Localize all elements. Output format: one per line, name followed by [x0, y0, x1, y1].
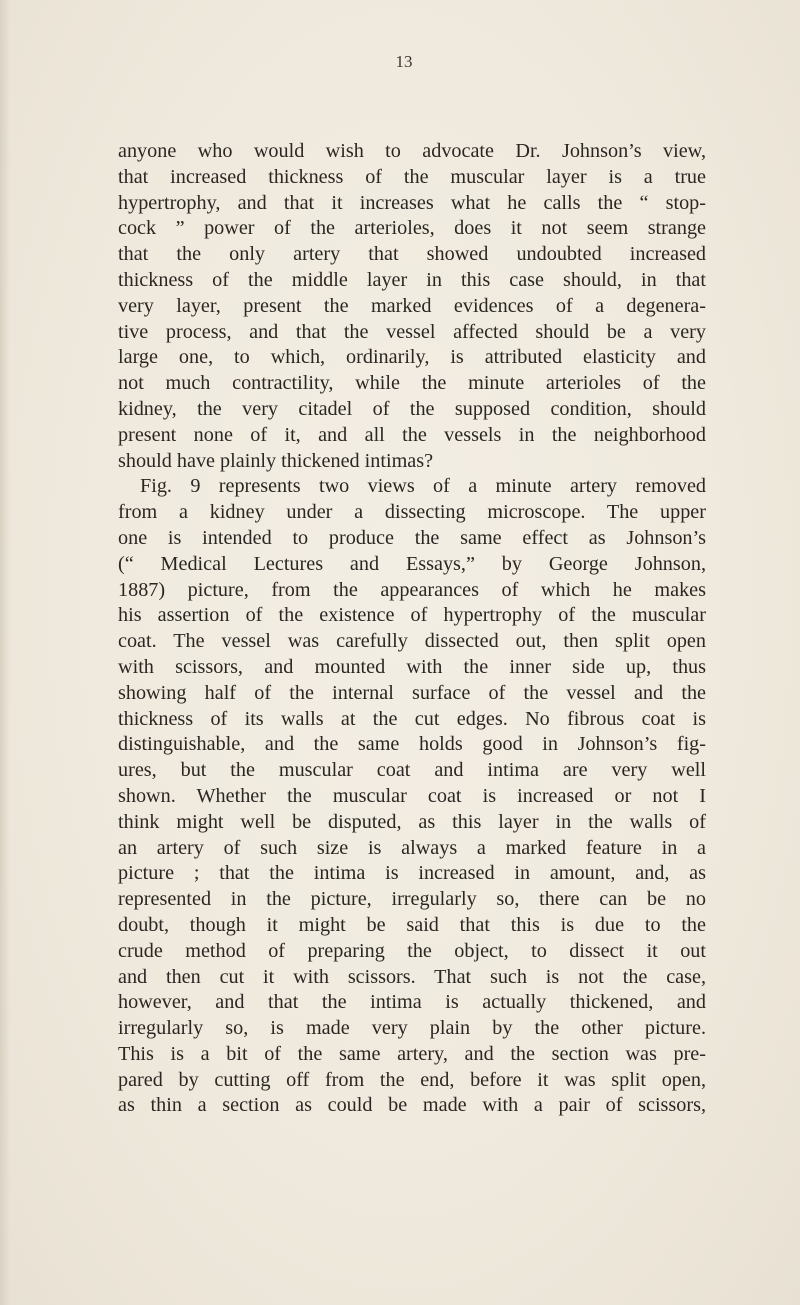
text-line: thickness of the middle layer in this case should, in that: [118, 268, 706, 291]
text-line: irregularly so, is made very plain by the other picture.: [118, 1017, 706, 1040]
text-line: crude method of preparing the object, to dissect it out: [118, 939, 706, 962]
body-text: [118, 139, 706, 1119]
text-line: from a kidney under a dissecting microscope. The upper: [118, 501, 706, 524]
page-number: 13: [395, 52, 413, 71]
text-line: that increased thickness of the muscular layer is a true: [118, 165, 706, 188]
text-line: large one, to which, ordinarily, is attributed elasticity and: [118, 346, 706, 369]
text-line: and then cut it with scissors. That such is not the case,: [118, 965, 706, 988]
text-line: shown. Whether the muscular coat is increased or not I: [118, 784, 706, 807]
text-line: ures, but the muscular coat and intima are very well: [118, 759, 706, 782]
text-line: with scissors, and mounted with the inner side up, thus: [118, 655, 706, 678]
page-edge-shadow: [0, 0, 10, 1305]
text-line: as thin a section as could be made with a pair of scissors,: [118, 1094, 706, 1117]
text-line: an artery of such size is always a marked feature in a: [118, 836, 706, 859]
text-line: doubt, though it might be said that this is due to the: [118, 913, 706, 936]
text-line: anyone who would wish to advocate Dr. Johnson’s view,: [118, 140, 706, 162]
text-line: present none of it, and all the vessels in the neighborhood: [118, 423, 706, 446]
text-line: showing half of the internal surface of the vessel and the: [118, 681, 706, 704]
text-line: his assertion of the existence of hypertrophy of the muscular: [118, 604, 706, 627]
text-line: (“ Medical Lectures and Essays,” by George Johnson,: [118, 552, 706, 575]
text-line: should have plainly thickened intimas?: [118, 449, 434, 472]
text-line: not much contractility, while the minute arterioles of the: [118, 372, 706, 395]
text-line: This is a bit of the same artery, and the section was pre-: [118, 1042, 706, 1065]
text-line: that the only artery that showed undoubted increased: [118, 243, 706, 266]
text-line: pared by cutting off from the end, before it was split open,: [118, 1068, 706, 1091]
text-line: picture ; that the intima is increased in amount, and, as: [118, 862, 706, 885]
text-line: kidney, the very citadel of the supposed condition, should: [118, 397, 706, 420]
text-line: coat. The vessel was carefully dissected out, then split open: [118, 630, 706, 653]
text-line: distinguishable, and the same holds good in Johnson’s fig-: [118, 733, 706, 756]
text-line: hypertrophy, and that it increases what he calls the “ stop-: [118, 191, 706, 214]
text-line: tive process, and that the vessel affected should be a very: [118, 320, 706, 343]
text-line: thickness of its walls at the cut edges. No fibrous coat is: [118, 707, 706, 730]
text-line: cock ” power of the arterioles, does it not seem strange: [118, 217, 706, 240]
text-line: think might well be disputed, as this layer in the walls of: [118, 810, 706, 833]
text-line: represented in the picture, irregularly so, there can be no: [118, 888, 706, 911]
text-line: one is intended to produce the same effect as Johnson’s: [118, 526, 706, 549]
text-line: 1887) picture, from the appearances of which he makes: [118, 578, 706, 601]
text-line: however, and that the intima is actually thickened, and: [118, 991, 706, 1014]
text-line: very layer, present the marked evidences of a degenera-: [118, 294, 706, 317]
text-line: Fig. 9 represents two views of a minute artery removed: [140, 475, 706, 498]
